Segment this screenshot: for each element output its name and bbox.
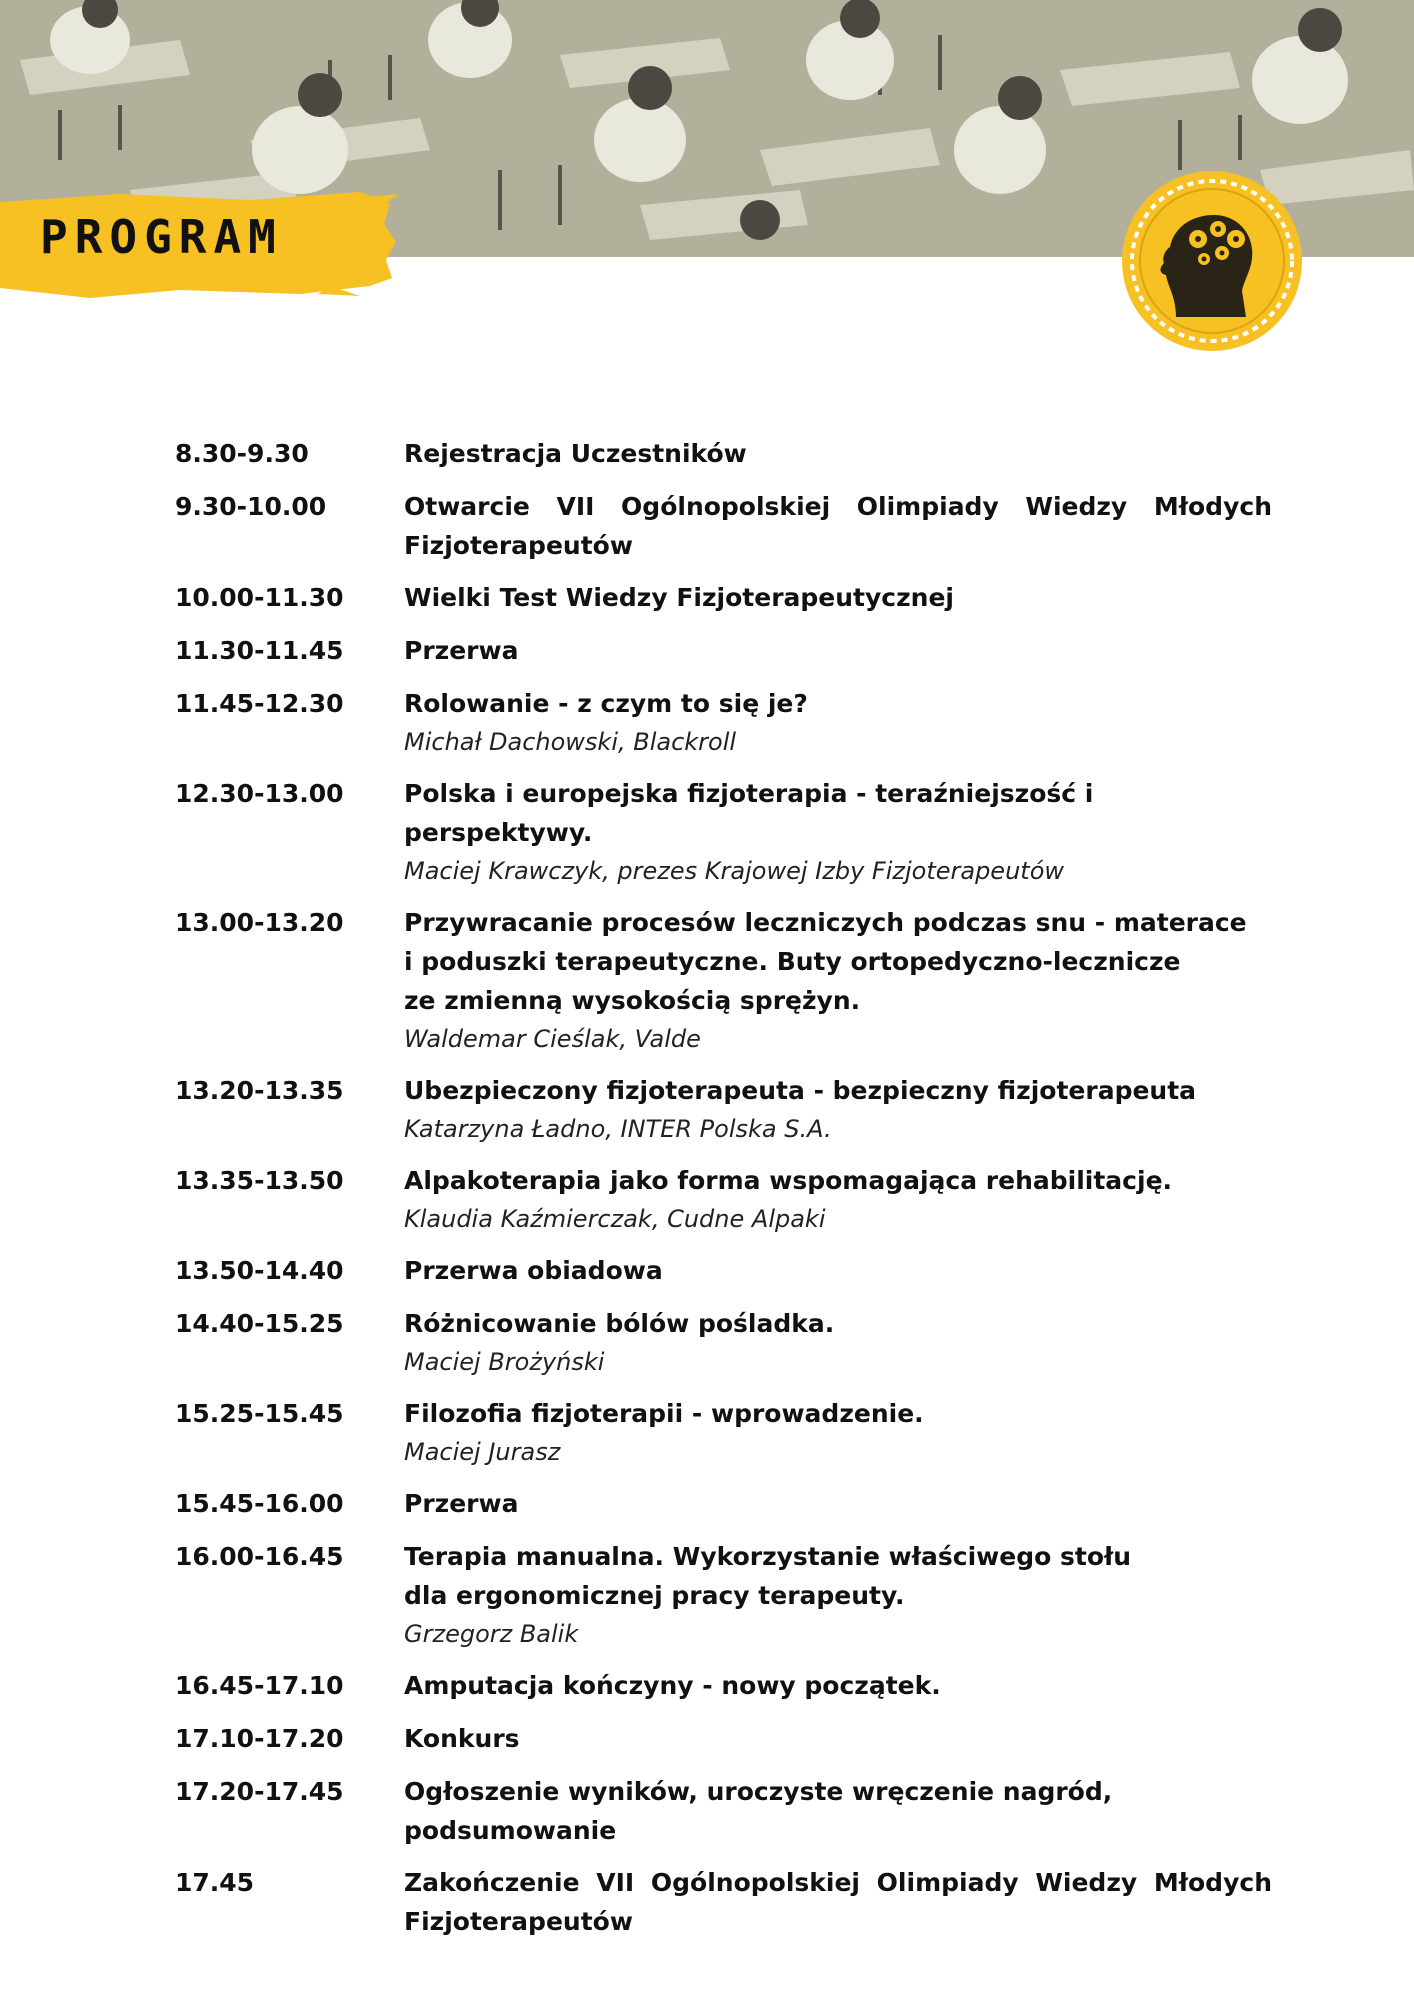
schedule-row [175, 1719, 1272, 1759]
session-time: 10.00-11.30 [175, 583, 344, 612]
head-gears-icon [1118, 167, 1306, 355]
session-speaker: Klaudia Kaźmierczak, Cudne Alpaki [404, 1205, 826, 1233]
session-title: Amputacja kończyny - nowy początek. [404, 1671, 941, 1700]
session-time: 13.35-13.50 [175, 1166, 344, 1195]
schedule-row [175, 1484, 1272, 1524]
session-title: Otwarcie VII Ogólnopolskiej Olimpiady Wiedzy Młodych Fizjoterapeutów [404, 492, 1272, 560]
session-speaker: Michał Dachowski, Blackroll [404, 728, 737, 756]
session-title: Zakończenie VII Ogólnopolskiej Olimpiady Wiedzy Młodych Fizjoterapeutów [404, 1868, 1272, 1936]
session-speaker: Katarzyna Ładno, INTER Polska S.A. [404, 1115, 832, 1143]
session-time: 14.40-15.25 [175, 1309, 344, 1338]
session-time: 17.45 [175, 1868, 255, 1897]
schedule-row [175, 1863, 1272, 1941]
schedule-row [175, 1161, 1272, 1238]
session-time: 11.30-11.45 [175, 636, 344, 665]
session-title: Różnicowanie bólów pośladka. [404, 1309, 835, 1338]
schedule-row [175, 1251, 1272, 1291]
page-title: PROGRAM [40, 210, 283, 264]
session-title: Przerwa [404, 1489, 519, 1518]
session-title: Przerwa [404, 636, 519, 665]
session-speaker: Grzegorz Balik [404, 1620, 579, 1648]
schedule-row [175, 631, 1272, 671]
session-speaker: Maciej Krawczyk, prezes Krajowej Izby Fizjoterapeutów [404, 857, 1064, 885]
schedule-row [175, 487, 1272, 565]
session-time: 13.20-13.35 [175, 1076, 344, 1105]
schedule-row [175, 1071, 1272, 1148]
session-time: 15.45-16.00 [175, 1489, 344, 1518]
session-speaker: Maciej Jurasz [404, 1438, 561, 1466]
schedule-row [175, 774, 1272, 890]
schedule-row [175, 1394, 1272, 1471]
session-title: Ogłoszenie wyników, uroczyste wręczenie nagród, podsumowanie [404, 1777, 1113, 1845]
session-time: 12.30-13.00 [175, 779, 344, 808]
schedule-row [175, 1537, 1272, 1653]
schedule-row [175, 1772, 1272, 1850]
schedule-row [175, 1666, 1272, 1706]
schedule-row [175, 434, 1272, 474]
session-speaker: Waldemar Cieślak, Valde [404, 1025, 701, 1053]
session-title: Ubezpieczony fizjoterapeuta - bezpieczny fizjoterapeuta [404, 1076, 1197, 1105]
session-title: Terapia manualna. Wykorzystanie właściwego stołu dla ergonomicznej pracy terapeuty. [404, 1542, 1132, 1610]
schedule-row [175, 903, 1272, 1058]
session-title: Filozofia fizjoterapii - wprowadzenie. [404, 1399, 924, 1428]
schedule-row [175, 578, 1272, 618]
session-title: Przerwa obiadowa [404, 1256, 663, 1285]
session-time: 9.30-10.00 [175, 492, 327, 521]
session-title: Przywracanie procesów leczniczych podczas snu - materace i poduszki terapeutyczne. Buty ortopedyczno-lecznicze ze zmienną wysokością sprężyn. [404, 908, 1247, 1015]
session-time: 11.45-12.30 [175, 689, 344, 718]
session-time: 15.25-15.45 [175, 1399, 344, 1428]
session-time: 16.00-16.45 [175, 1542, 344, 1571]
session-speaker: Maciej Brożyński [404, 1348, 605, 1376]
schedule-row [175, 684, 1272, 761]
session-time: 16.45-17.10 [175, 1671, 344, 1700]
session-title: Alpakoterapia jako forma wspomagająca rehabilitację. [404, 1166, 1173, 1195]
session-title: Polska i europejska fizjoterapia - teraźniejszość i perspektywy. [404, 779, 1094, 847]
session-title: Konkurs [404, 1724, 520, 1753]
session-time: 17.20-17.45 [175, 1777, 344, 1806]
session-time: 17.10-17.20 [175, 1724, 344, 1753]
session-title: Wielki Test Wiedzy Fizjoterapeutycznej [404, 583, 954, 612]
schedule-list [175, 434, 1272, 1954]
session-time: 13.50-14.40 [175, 1256, 344, 1285]
session-time: 13.00-13.20 [175, 908, 344, 937]
session-title: Rejestracja Uczestników [404, 439, 747, 468]
session-title: Rolowanie - z czym to się je? [404, 689, 808, 718]
session-time: 8.30-9.30 [175, 439, 309, 468]
schedule-row [175, 1304, 1272, 1381]
